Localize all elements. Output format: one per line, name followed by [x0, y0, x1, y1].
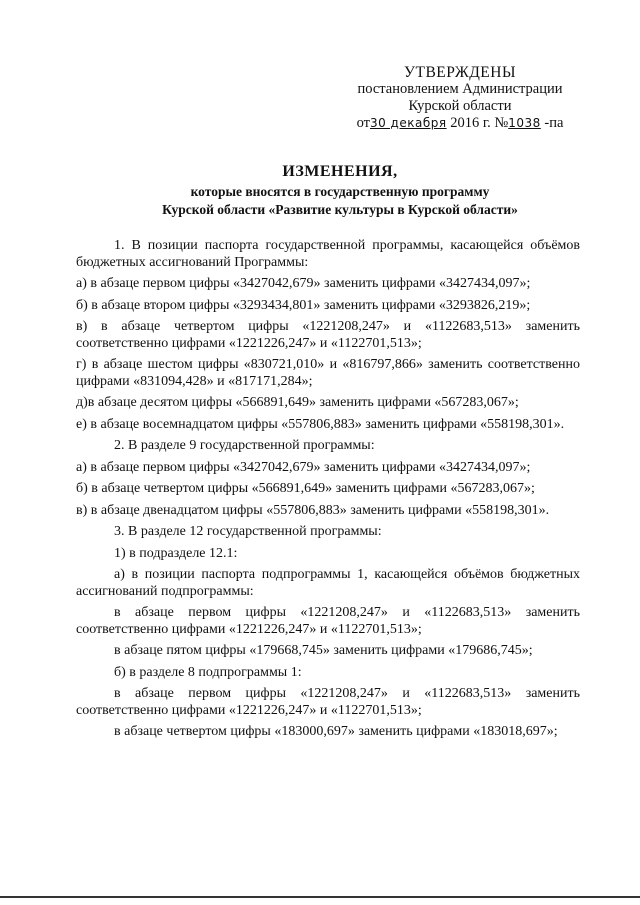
- item-1d: д)в абзаце десятом цифры «566891,649» заменить цифрами «567283,067»;: [76, 395, 519, 410]
- item-1e: е) в абзаце восемнадцатом цифры «557806,883» заменить цифрами «558198,301».: [76, 416, 565, 432]
- item-3a-2: в абзаце пятом цифры «179668,745» заменить цифрами «179686,745»;: [114, 643, 533, 658]
- approval-line-2: Курской области: [408, 98, 512, 114]
- item-2b: б) в абзаце четвертом цифры «566891,649» заменить цифрами «567283,067»;: [76, 481, 535, 496]
- document-title: [60, 163, 620, 219]
- paragraph-1: 1. В позиции паспорта государственной программы, касающейся объёмов бюджетных ассигнований Программы:: [76, 238, 580, 270]
- approval-date-line: [340, 115, 580, 132]
- date-year: 2016 г. №: [450, 115, 509, 131]
- title-line-3: Курской области «Развитие культуры в Курской области»: [162, 202, 518, 217]
- title-line-2: которые вносятся в государственную программу: [190, 184, 490, 199]
- item-1a: а) в абзаце первом цифры «3427042,679» заменить цифрами «3427434,097»;: [76, 276, 531, 291]
- item-1v: в) в абзаце четвертом цифры «1221208,247» и «1122683,513» заменить соответственно цифрами «1221226,247» и «1122701,513»;: [76, 319, 580, 351]
- paragraph-3: 3. В разделе 12 государственной программы:: [114, 524, 382, 539]
- approval-stamp: [340, 64, 580, 132]
- title-main: ИЗМЕНЕНИЯ,: [282, 163, 398, 180]
- page-bottom-edge: [0, 896, 640, 898]
- handwritten-number: 1038: [508, 116, 541, 130]
- approval-line-1: постановлением Администрации: [357, 81, 563, 97]
- item-2v: в) в абзаце двенадцатом цифры «557806,883» заменить цифрами «558198,301».: [76, 502, 550, 518]
- subsection-12-1: 1) в подразделе 12.1:: [114, 545, 238, 561]
- document-body: [76, 238, 580, 746]
- item-3a-1: в абзаце первом цифры «1221208,247» и «1122683,513» заменить соответственно цифрами «1221226,247» и «1122701,513»;: [76, 605, 580, 637]
- item-3b-1: в абзаце первом цифры «1221208,247» и «1122683,513» заменить соответственно цифрами «1221226,247» и «1122701,513»;: [76, 686, 580, 718]
- number-suffix: -па: [544, 115, 564, 131]
- item-3a: а) в позиции паспорта подпрограммы 1, касающейся объёмов бюджетных ассигнований подпрограммы:: [76, 567, 580, 599]
- item-1b: б) в абзаце втором цифры «3293434,801» заменить цифрами «3293826,219»;: [76, 297, 531, 313]
- paragraph-2: 2. В разделе 9 государственной программы:: [114, 438, 375, 453]
- item-3b: б) в разделе 8 подпрограммы 1:: [114, 664, 302, 680]
- item-3b-2: в абзаце четвертом цифры «183000,697» заменить цифрами «183018,697»;: [114, 724, 558, 739]
- item-1g: г) в абзаце шестом цифры «830721,010» и «816797,866» заменить соответственно цифрами «831094,428» и «817171,284»;: [76, 357, 580, 389]
- item-2a: а) в абзаце первом цифры «3427042,679» заменить цифрами «3427434,097»;: [76, 459, 531, 475]
- approval-heading: УТВЕРЖДЕНЫ: [404, 64, 516, 81]
- date-prefix: от: [356, 115, 370, 131]
- handwritten-date: 30 декабря: [369, 116, 447, 130]
